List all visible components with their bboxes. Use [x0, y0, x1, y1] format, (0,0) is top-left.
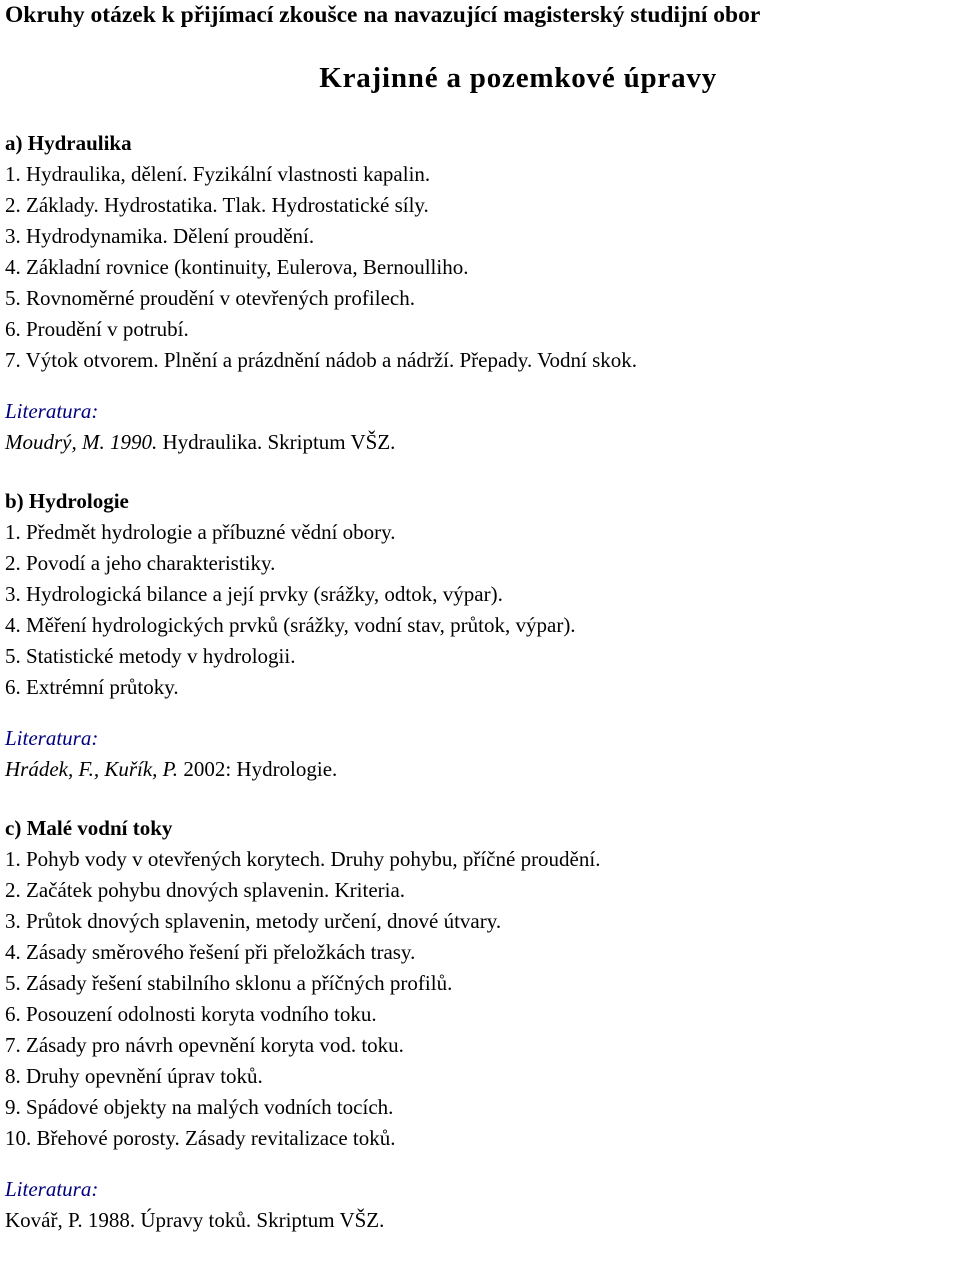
literature-title: 2002: Hydrologie.: [178, 757, 338, 781]
list-item: 10. Břehové porosty. Zásady revitalizace toků.: [5, 1126, 396, 1150]
document-header-line: Okruhy otázek k přijímací zkoušce na navazující magisterský studijní obor: [5, 2, 761, 28]
topic-list: [5, 159, 960, 376]
list-item: 5. Rovnoměrné proudění v otevřených profilech.: [5, 286, 415, 310]
list-item: 3. Průtok dnových splavenin, metody určení, dnové útvary.: [5, 909, 502, 933]
list-item: 5. Zásady řešení stabilního sklonu a příčných profilů.: [5, 971, 453, 995]
section-hydraulika: [5, 94, 960, 458]
list-item: 1. Pohyb vody v otevřených korytech. Druhy pohybu, příčné proudění.: [5, 847, 601, 871]
list-item: 8. Druhy opevnění úprav toků.: [5, 1064, 263, 1088]
list-item: 2. Začátek pohybu dnových splavenin. Kriteria.: [5, 878, 406, 902]
list-item: 1. Hydraulika, dělení. Fyzikální vlastnosti kapalin.: [5, 162, 431, 186]
list-item: 2. Povodí a jeho charakteristiky.: [5, 551, 276, 575]
literature-authors: Hrádek, F., Kuřík, P.: [5, 757, 179, 781]
literature-reference: [5, 1205, 960, 1236]
list-item: 9. Spádové objekty na malých vodních tocích.: [5, 1095, 394, 1119]
literature-authors: Moudrý, M. 1990.: [5, 430, 158, 454]
literature-title: Hydraulika. Skriptum VŠZ.: [157, 430, 396, 454]
literature-label: Literatura:: [5, 726, 99, 750]
section-male-vodni-toky: [5, 785, 960, 1236]
list-item: 3. Hydrologická bilance a její prvky (srážky, odtok, výpar).: [5, 582, 503, 606]
list-item: 4. Měření hydrologických prvků (srážky, vodní stav, průtok, výpar).: [5, 613, 576, 637]
topic-list: [5, 517, 960, 703]
list-item: 6. Proudění v potrubí.: [5, 317, 189, 341]
list-item: 7. Výtok otvorem. Plnění a prázdnění nádob a nádrží. Přepady. Vodní skok.: [5, 348, 638, 372]
section-hydrologie: [5, 458, 960, 785]
section-heading: b) Hydrologie: [5, 489, 129, 513]
literature-reference: [5, 427, 960, 458]
list-item: 7. Zásady pro návrh opevnění koryta vod. toku.: [5, 1033, 404, 1057]
document-title: Krajinné a pozemkové úpravy: [319, 62, 717, 94]
literature-label: Literatura:: [5, 1177, 99, 1201]
list-item: 4. Základní rovnice (kontinuity, Eulerova, Bernoulliho.: [5, 255, 469, 279]
section-heading: a) Hydraulika: [5, 131, 132, 155]
list-item: 3. Hydrodynamika. Dělení proudění.: [5, 224, 315, 248]
list-item: 2. Základy. Hydrostatika. Tlak. Hydrostatické síly.: [5, 193, 429, 217]
list-item: 4. Zásady směrového řešení při přeložkách trasy.: [5, 940, 416, 964]
literature-reference: [5, 754, 960, 785]
list-item: 5. Statistické metody v hydrologii.: [5, 644, 296, 668]
section-heading: c) Malé vodní toky: [5, 816, 173, 840]
topic-list: [5, 844, 960, 1154]
list-item: 6. Extrémní průtoky.: [5, 675, 179, 699]
literature-label: Literatura:: [5, 399, 99, 423]
list-item: 6. Posouzení odolnosti koryta vodního toku.: [5, 1002, 377, 1026]
list-item: 1. Předmět hydrologie a příbuzné vědní obory.: [5, 520, 396, 544]
literature-title: Kovář, P. 1988. Úpravy toků. Skriptum VŠZ.: [5, 1208, 385, 1232]
